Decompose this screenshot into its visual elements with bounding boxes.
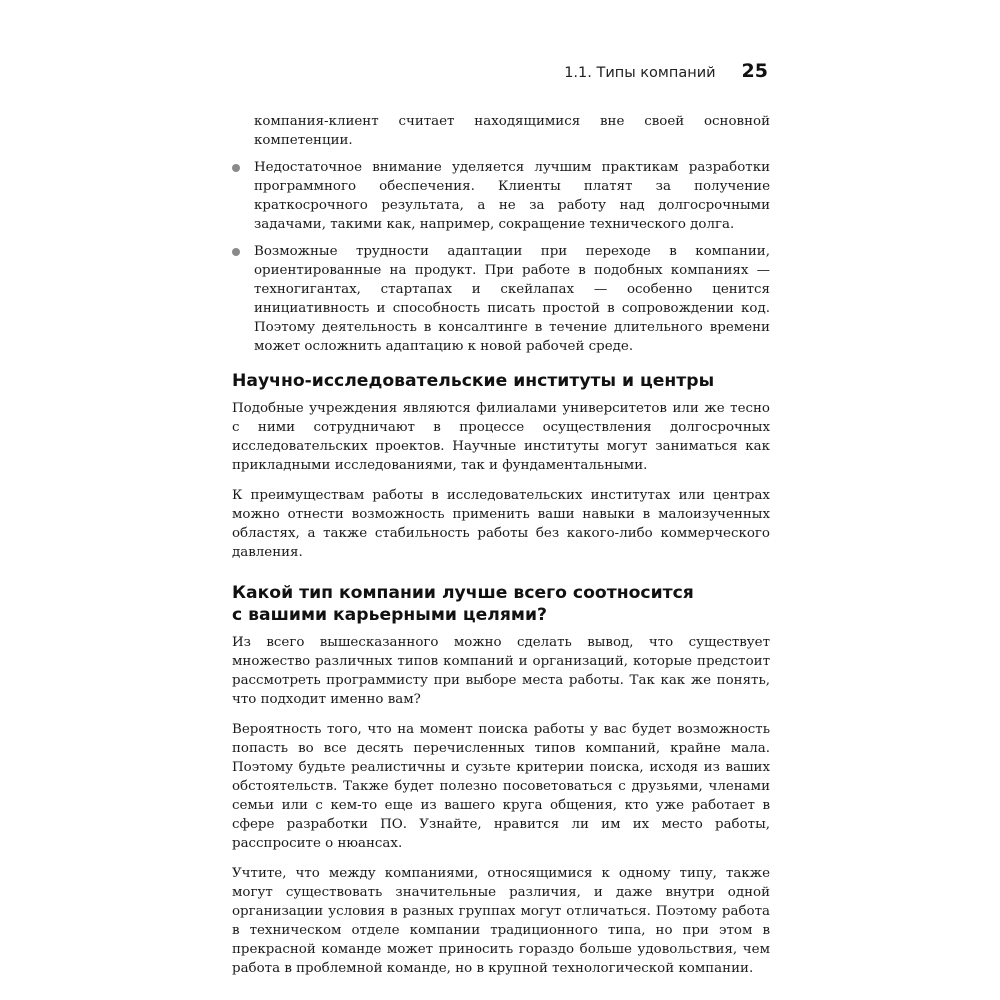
book-page [232,0,770,1000]
heading-line: с вашими карьерными целями? [232,605,547,625]
page-body [232,112,770,989]
paragraph: Подобные учреждения являются филиалами университетов или же тесно с ними сотрудничают в процессе осуществления долгосрочных исследовательских проектов. Научные институты могут заниматься как прикладными исследованиями, так и фундаментальными. [232,401,770,473]
paragraph: Вероятность того, что на момент поиска работы у вас будет возможность попасть во все десять перечисленных типов компаний, крайне мала. Поэтому будьте реалистичны и сузьте критерии поиска, исходя из ваших обстоятельств. Также будет полезно посоветоваться с друзьями, членами семьи или с кем-то еще из вашего круга общения, кто уже работает в сфере разработки ПО. Узнайте, нравится ли им их место работы, расспросите о нюансах. [232,722,770,851]
paragraph: К преимуществам работы в исследовательских институтах или центрах можно отнести возможность применить ваши навыки в малоизученных областях, а также стабильность работы без какого-либо коммерческого давления. [232,488,770,560]
section-heading-career-goals [232,582,770,626]
bullet-item [232,242,770,356]
bullet-item [232,158,770,234]
section-title: 1.1. Типы компаний [564,65,716,81]
bullet-dot-icon [232,248,240,256]
heading-line: Какой тип компании лучше всего соотносится [232,583,694,603]
paragraph: Из всего вышесказанного можно сделать вывод, что существует множество различных типов компаний и организаций, которые предстоит рассмотреть программисту при выборе места работы. Так как же понять, что подходит именно вам? [232,635,770,707]
section-heading-research-institutes: Научно-исследовательские институты и центры [232,371,715,391]
bullet-dot-icon [232,164,240,172]
bullet-text: Возможные трудности адаптации при переходе в компании, ориентированные на продукт. При работе в подобных компаниях — техногигантах, стартапах и скейлапах — особенно ценится инициативность и способность писать простой в сопровождении код. Поэтому деятельность в консалтинге в течение длительного времени может осложнить адаптацию к новой рабочей среде. [254,244,770,354]
bullet-continuation: компания-клиент считает находящимися вне своей основной компетенции. [254,114,770,148]
paragraph: Учтите, что между компаниями, относящимися к одному типу, также могут существовать значительные различия, и даже внутри одной организации условия в разных группах могут отличаться. Поэтому работа в техническом отделе компании традиционного типа, но при этом в прекрасной команде может приносить гораздо больше удовольствия, чем работа в проблемной команде, но в крупной технологической компании. [232,866,770,976]
page-number: 25 [741,60,768,82]
running-header [564,60,768,82]
bullet-text: Недостаточное внимание уделяется лучшим практикам разработки программного обеспечения. Клиенты платят за получение краткосрочного результата, а не за работу над долгосрочными задачами, такими как, например, сокращение технического долга. [254,160,770,232]
